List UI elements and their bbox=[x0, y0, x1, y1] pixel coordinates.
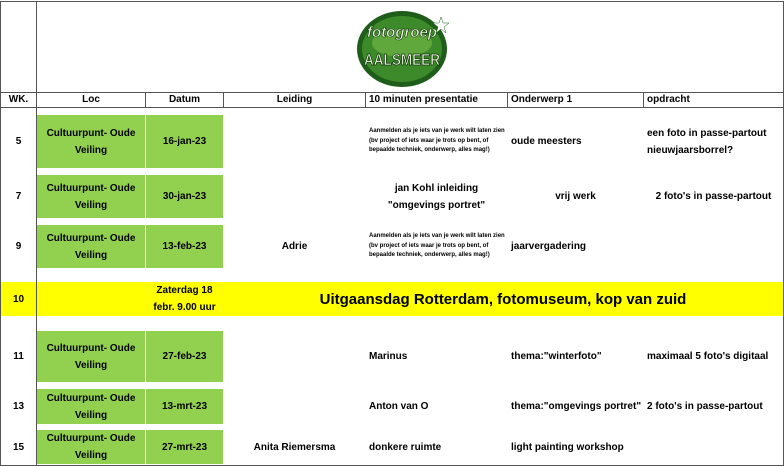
presentatie-text: Anton van O bbox=[369, 401, 429, 412]
event-title: Uitgaansdag Rotterdam, fotomuseum, kop van zuid bbox=[319, 290, 687, 308]
datum-text: 16-jan-23 bbox=[162, 136, 207, 147]
presentatie-text: Marinus bbox=[369, 351, 408, 362]
wk-cell: 5 bbox=[15, 136, 22, 147]
onderwerp-text: jaarvergadering bbox=[511, 241, 587, 252]
onderwerp-text: vrij werk bbox=[555, 191, 596, 202]
logo-line1: fotogroep bbox=[367, 24, 437, 41]
opdracht-text bbox=[644, 225, 780, 268]
onderwerp-text: thema:"omgevings portret" bbox=[511, 401, 642, 412]
header-datum: Datum bbox=[168, 94, 201, 105]
logo-line2: AALSMEER bbox=[364, 52, 441, 69]
gridline bbox=[0, 1, 784, 2]
loc-text: Cultuurpunt- Oude Veiling bbox=[46, 433, 136, 461]
loc-text: Cultuurpunt- Oude Veiling bbox=[46, 182, 136, 211]
header-opdracht: opdracht bbox=[647, 94, 690, 105]
onderwerp-text: thema:"winterfoto" bbox=[511, 351, 602, 362]
header-presentatie: 10 minuten presentatie bbox=[369, 94, 478, 105]
wk-cell: 15 bbox=[12, 441, 25, 453]
wk-cell: 13 bbox=[12, 401, 25, 412]
gridline bbox=[0, 107, 784, 108]
datum-text: 30-jan-23 bbox=[162, 191, 207, 202]
fotogroep-aalsmeer-logo bbox=[355, 7, 453, 89]
opdracht-text: 2 foto's in passe-partout bbox=[655, 191, 772, 202]
wk-cell: 10 bbox=[12, 293, 25, 305]
opdracht-text bbox=[644, 430, 780, 464]
leiding-text bbox=[224, 115, 365, 168]
wk-cell: 11 bbox=[13, 351, 24, 362]
presentatie-text: donkere ruimte bbox=[369, 441, 442, 453]
leiding-text bbox=[224, 331, 365, 382]
loc-text: Cultuurpunt- Oude Veiling bbox=[46, 342, 136, 371]
leiding-text bbox=[224, 175, 365, 218]
onderwerp-text: light painting workshop bbox=[511, 441, 624, 453]
wk-cell: 9 bbox=[15, 241, 22, 252]
datum-text: 27-mrt-23 bbox=[161, 441, 208, 453]
opdracht-text: 2 foto's in passe-partout bbox=[647, 401, 763, 412]
leiding-text bbox=[224, 389, 365, 424]
leiding-text: Anita Riemersma bbox=[253, 441, 336, 453]
header-onderwerp: Onderwerp 1 bbox=[511, 94, 573, 105]
onderwerp-text: oude meesters bbox=[511, 136, 582, 147]
opdracht-text: maximaal 5 foto's digitaal bbox=[647, 351, 769, 362]
presentatie-text: Aanmelden als je iets van je werk wilt laten zien (bv project of iets waar je trots op bent, of bepaalde techniek, onderwerp, alles mag!) bbox=[369, 128, 505, 154]
datum-text: Zaterdag 18 febr. 9.00 uur bbox=[153, 285, 216, 313]
header-loc: Loc bbox=[82, 94, 100, 105]
gridline bbox=[36, 1, 37, 466]
datum-text: 13-feb-23 bbox=[162, 241, 207, 252]
opdracht-text: een foto in passe-partout nieuwjaarsborrel? bbox=[647, 127, 767, 156]
loc-text: Cultuurpunt- Oude Veiling bbox=[46, 392, 136, 421]
loc-text: Cultuurpunt- Oude Veiling bbox=[46, 232, 136, 261]
presentatie-text: Aanmelden als je iets van je werk wilt laten zien (bv project of iets waar je trots op bent, of bepaalde techniek, onderwerp, alles mag!) bbox=[369, 233, 505, 259]
header-wk: WK. bbox=[8, 94, 29, 105]
presentatie-text: jan Kohl inleiding "omgevings portret" bbox=[387, 182, 486, 211]
datum-text: 27-feb-23 bbox=[162, 351, 207, 362]
datum-text: 13-mrt-23 bbox=[161, 401, 208, 412]
header-leiding: Leiding bbox=[276, 94, 313, 105]
leiding-text: Adrie bbox=[281, 241, 308, 252]
loc-text: Cultuurpunt- Oude Veiling bbox=[46, 127, 136, 156]
wk-cell: 7 bbox=[15, 191, 22, 202]
